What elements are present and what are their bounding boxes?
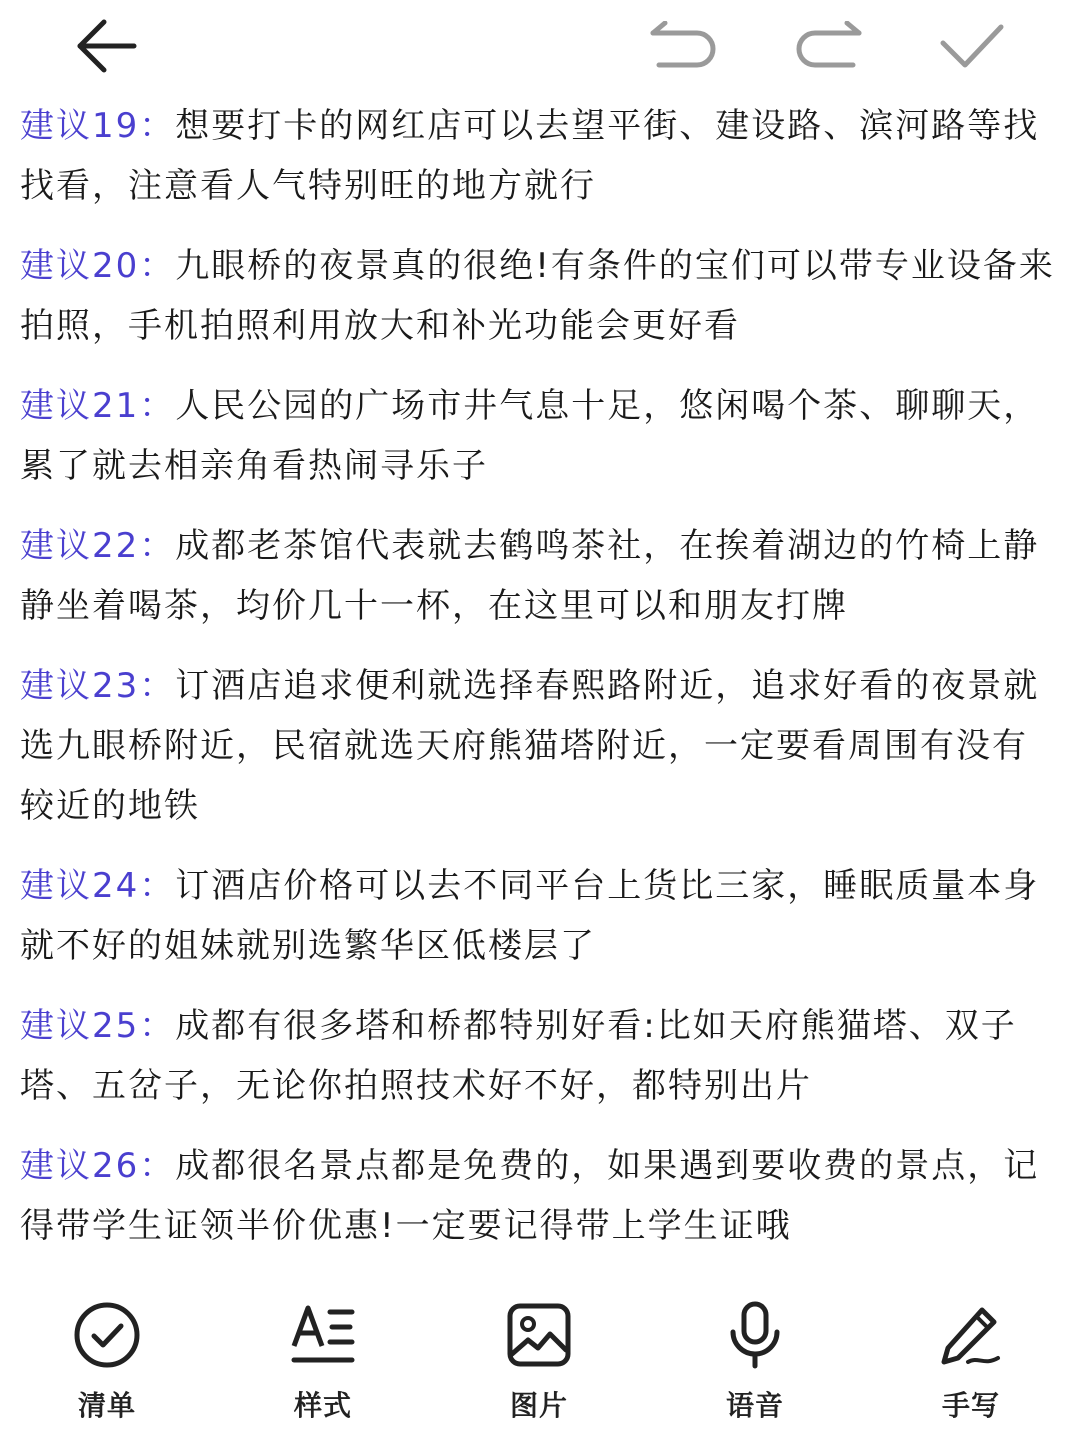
top-toolbar bbox=[0, 0, 1080, 96]
suggestion-text: 想要打卡的网红店可以去望平街、建设路、滨河路等找找看，注意看人气特别旺的地方就行 bbox=[20, 106, 1040, 206]
note-paragraph bbox=[20, 376, 1060, 496]
suggestion-text: 成都有很多塔和桥都特别好看:比如天府熊猫塔、双子塔、五岔子，无论你拍照技术好不好，都特别出片 bbox=[20, 1006, 1017, 1106]
suggestion-text: 九眼桥的夜景真的很绝!有条件的宝们可以带专业设备来拍照，手机拍照利用放大和补光功能会更好看 bbox=[20, 246, 1055, 346]
note-body[interactable] bbox=[20, 96, 1060, 1276]
suggestion-text: 成都很名景点都是免费的，如果遇到要收费的景点，记得带学生证领半价优惠!一定要记得带上学生证哦 bbox=[20, 1146, 1040, 1246]
suggestion-text: 成都老茶馆代表就去鹤鸣茶社，在挨着湖边的竹椅上静静坐着喝茶，均价几十一杯，在这里可以和朋友打牌 bbox=[20, 526, 1040, 626]
style-label: 样式 bbox=[293, 1389, 352, 1422]
image-icon bbox=[506, 1302, 572, 1368]
checkmark-icon bbox=[939, 21, 1005, 71]
undo-icon bbox=[649, 21, 719, 71]
suggestion-text: 订酒店价格可以去不同平台上货比三家，睡眠质量本身就不好的姐妹就别选繁华区低楼层了 bbox=[20, 866, 1040, 966]
checklist-icon bbox=[72, 1300, 142, 1370]
suggestion-label: 建议26： bbox=[20, 1146, 176, 1186]
note-paragraph bbox=[20, 96, 1060, 216]
arrow-left-icon bbox=[74, 16, 138, 76]
bottom-toolbar bbox=[0, 1290, 1080, 1440]
suggestion-label: 建议20： bbox=[20, 246, 176, 286]
note-paragraph bbox=[20, 996, 1060, 1116]
undo-button[interactable] bbox=[644, 10, 724, 82]
suggestion-label: 建议24： bbox=[20, 866, 176, 906]
done-button[interactable] bbox=[932, 10, 1012, 82]
note-paragraph bbox=[20, 856, 1060, 976]
image-label: 图片 bbox=[509, 1389, 568, 1422]
checklist-button[interactable] bbox=[32, 1290, 182, 1430]
note-paragraph bbox=[20, 236, 1060, 356]
checklist-label: 清单 bbox=[77, 1389, 136, 1422]
suggestion-label: 建议22： bbox=[20, 526, 176, 566]
redo-button[interactable] bbox=[788, 10, 868, 82]
suggestion-text: 人民公园的广场市井气息十足，悠闲喝个茶、聊聊天，累了就去相亲角看热闹寻乐子 bbox=[20, 386, 1040, 486]
handwrite-label: 手写 bbox=[941, 1389, 1000, 1422]
suggestion-label: 建议21： bbox=[20, 386, 176, 426]
note-paragraph bbox=[20, 656, 1060, 836]
suggestion-label: 建议23： bbox=[20, 666, 176, 706]
voice-label: 语音 bbox=[725, 1389, 784, 1422]
voice-button[interactable] bbox=[680, 1290, 830, 1430]
microphone-icon bbox=[725, 1300, 785, 1370]
note-paragraph bbox=[20, 1136, 1060, 1256]
back-button[interactable] bbox=[66, 10, 146, 82]
text-style-icon bbox=[290, 1302, 356, 1368]
suggestion-text: 订酒店追求便利就选择春熙路附近，追求好看的夜景就选九眼桥附近，民宿就选天府熊猫塔附近，一定要看周围有没有较近的地铁 bbox=[20, 666, 1040, 826]
suggestion-label: 建议19： bbox=[20, 106, 176, 146]
suggestion-label: 建议25： bbox=[20, 1006, 176, 1046]
handwrite-button[interactable] bbox=[896, 1290, 1046, 1430]
image-button[interactable] bbox=[464, 1290, 614, 1430]
pen-icon bbox=[938, 1302, 1004, 1368]
redo-icon bbox=[793, 21, 863, 71]
note-paragraph bbox=[20, 516, 1060, 636]
style-button[interactable] bbox=[248, 1290, 398, 1430]
